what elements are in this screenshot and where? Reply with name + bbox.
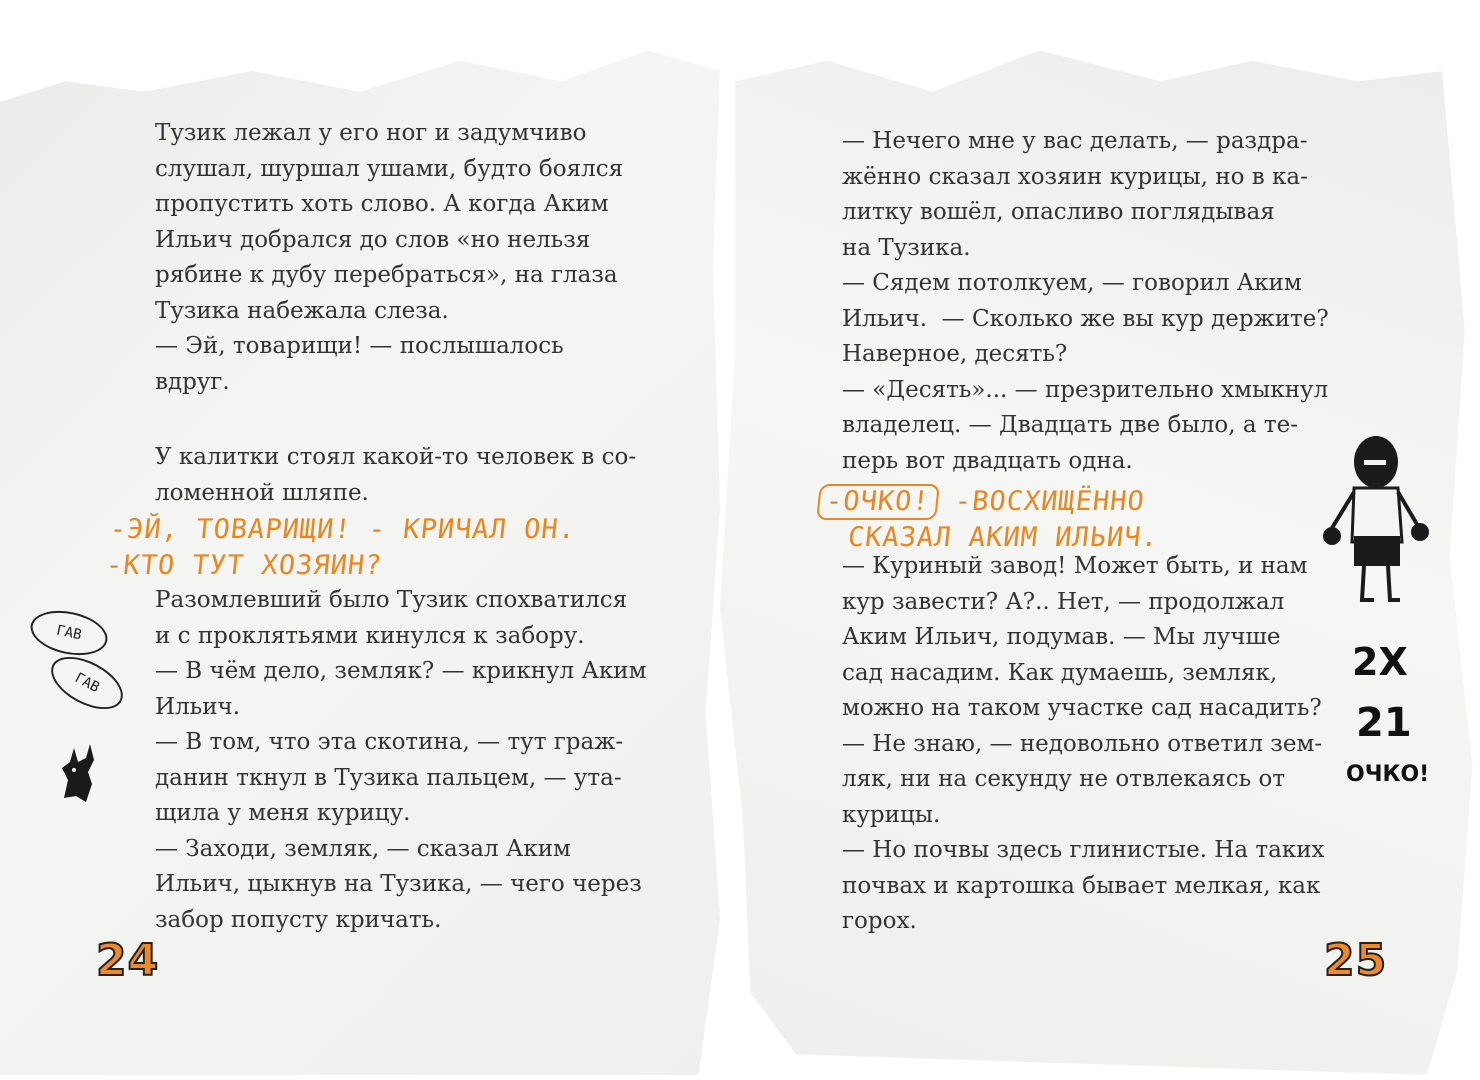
left-page-number: 24 [96, 935, 160, 986]
right-paragraph-1: — Нечего мне у вас делать, — раздра- жённо сказал хозяин курицы, но в ка- литку вошёл, опасливо поглядывая на Тузика. — Сядем потолкуем, — говорил Аким Ильич. — Сколько же вы кур держите? Наверное, десять? — «Десять»... — презрительно хмыкнул владелец. — Двадцать две было, а те- перь вот двадцать одна. [842, 128, 1329, 474]
bark-text: ГАВ [54, 622, 84, 644]
left-paragraph-2: У калитки стоял какой-то человек в со- ломенной шляпе. [155, 444, 637, 506]
left-handwritten-note: -ЭЙ, ТОВАРИЩИ! - КРИЧАЛ ОН. -КТО ТУТ ХОЗЯИН? [104, 514, 578, 581]
right-handwritten-note-line-1 [816, 484, 1146, 520]
dog-doodle-icon [52, 740, 108, 810]
right-handwritten-note [818, 484, 1161, 556]
right-handwritten-note-rest: -ВОСХИЩЁННО [935, 486, 1147, 517]
left-paragraph-3: Разомлевший было Тузик спохватился и с проклятьями кинулся к забору. — В чём дело, земляк? — крикнул Аким Ильич. — В том, что эта скотина, — тут граж- данин ткнул в Тузика пальцем, — ута- щила у меня курицу. — Заходи, земляк, — сказал Аким Ильич, цыкнув на Тузика, — чего через забор попусту кричать. [155, 587, 647, 933]
right-handwritten-note-boxed: -ОЧКО! [816, 484, 939, 520]
right-page-number: 25 [1324, 935, 1388, 986]
left-paragraph-1: Тузик лежал у его ног и задумчиво слушал, шуршал ушами, будто боялся пропустить хоть слово. А когда Аким Ильич добрался до слов «но нельзя рябине к дубу перебраться», на глаза Тузика набежала слеза. — Эй, товарищи! — послышалось вдруг. [155, 120, 624, 395]
man-doodle-icon [1318, 432, 1438, 612]
doodle-21-text: 21 [1356, 700, 1412, 746]
right-handwritten-note-line-2: СКАЗАЛ АКИМ ИЛЬИЧ. [846, 522, 1161, 553]
bark-text: ГАВ [72, 669, 102, 696]
doodle-2x-text: 2X [1352, 640, 1408, 684]
doodle-ochko-text: ОЧКО! [1346, 762, 1430, 787]
right-paragraph-2: — Куриный завод! Может быть, и нам кур завести? А?.. Нет, — продолжал Аким Ильич, подумав. — Мы лучше сад насадим. Как думаешь, земляк, можно на таком участке сад насадить? — Не знаю, — недовольно ответил зем- ляк, ни на секунду не отвлекаясь от курицы. — Но почвы здесь глинистые. На таких почвах и картошка бывает мелкая, как горох. [842, 553, 1325, 934]
